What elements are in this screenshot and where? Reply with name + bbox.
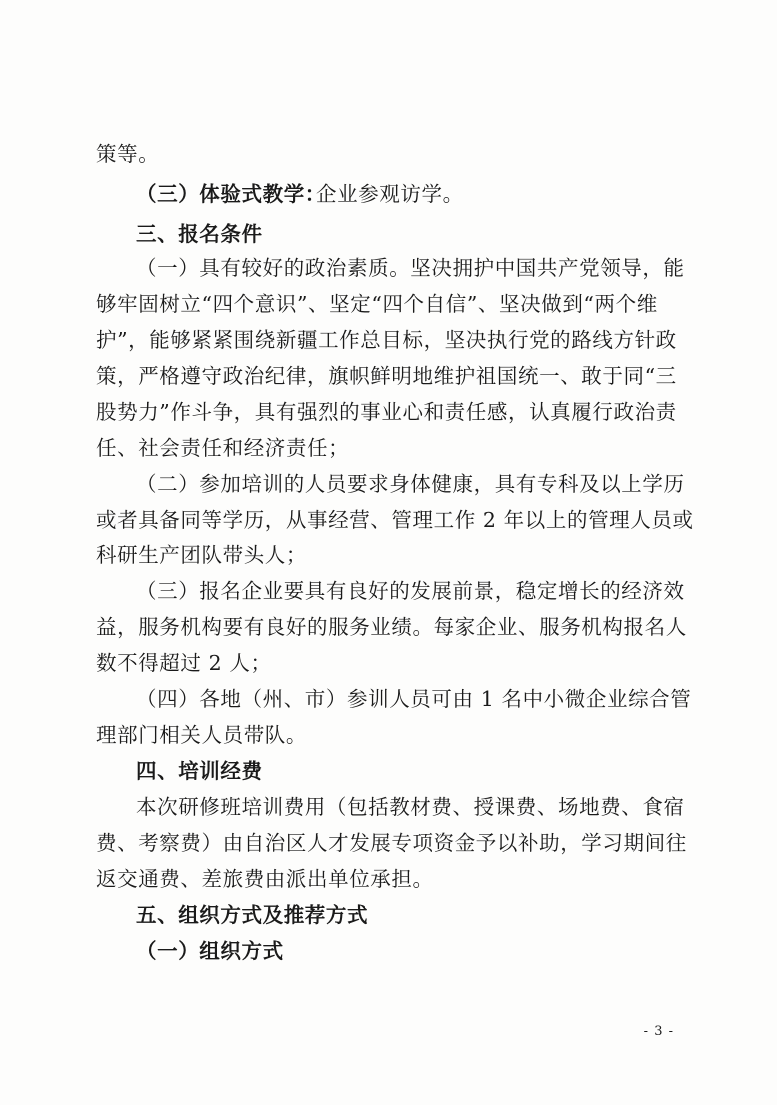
subsection-heading: （一）组织方式: [136, 939, 284, 963]
section-heading: 五、组织方式及推荐方式: [136, 903, 369, 927]
page-number: - 3 -: [643, 1024, 674, 1039]
text-line: 策，严格遵守政治纪律，旗帜鲜明地维护祖国统一、敢于同“三: [96, 364, 677, 388]
text-line: 或者具备同等学历，从事经营、管理工作 2 年以上的管理人员或: [96, 508, 694, 532]
text-line: 企业参观访学。: [316, 182, 464, 206]
text-line: 股势力”作斗争，具有强烈的事业心和责任感，认真履行政治责: [96, 400, 677, 424]
text-line: 策等。: [96, 142, 160, 166]
text-line: （一）具有较好的政治素质。坚决拥护中国共产党领导，能: [136, 256, 685, 280]
text-line: 费、考察费）由自治区人才发展专项资金予以补助，学习期间往: [96, 831, 687, 855]
text-line: 数不得超过 2 人；: [96, 651, 272, 675]
text-line: 护”，能够紧紧围绕新疆工作总目标，坚决执行党的路线方针政: [96, 328, 677, 352]
section-heading: 三、报名条件: [136, 222, 263, 246]
text-line: 理部门相关人员带队。: [96, 723, 307, 747]
text-line: 任、社会责任和经济责任；: [96, 436, 350, 460]
text-line: （四）各地（州、市）参训人员可由 1 名中小微企业综合管: [136, 687, 692, 711]
text-line: 本次研修班培训费用（包括教材费、授课费、场地费、食宿: [136, 795, 685, 819]
text-line: （三）报名企业要具有良好的发展前景，稳定增长的经济效: [136, 579, 685, 603]
text-line: 够牢固树立“四个意识”、坚定“四个自信”、坚决做到“两个维: [96, 292, 658, 316]
text-line: 返交通费、差旅费由派出单位承担。: [96, 867, 434, 891]
text-line: 益，服务机构要有良好的服务业绩。每家企业、服务机构报名人: [96, 615, 687, 639]
section-heading-inline: （三）体验式教学：: [136, 182, 326, 206]
text-line: 科研生产团队带头人；: [96, 543, 307, 567]
section-heading: 四、培训经费: [136, 759, 263, 783]
text-line: （二）参加培训的人员要求身体健康，具有专科及以上学历: [136, 472, 685, 496]
